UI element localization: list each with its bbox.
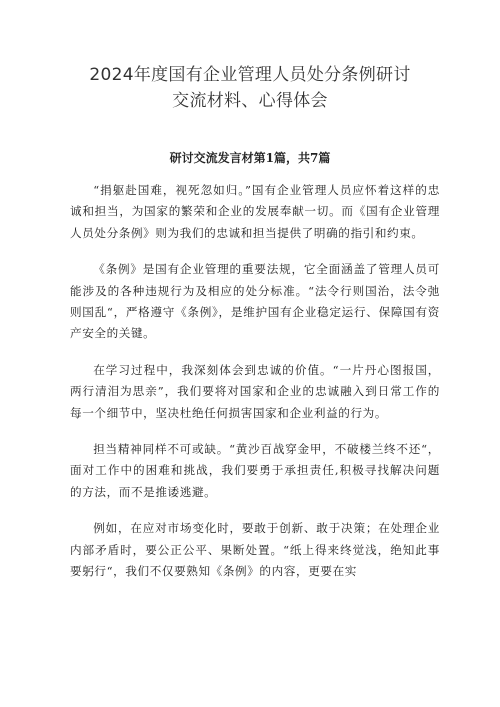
document-body: [70, 180, 440, 598]
section-subtitle: 研讨交流发言材第1篇，共7篇: [169, 151, 331, 165]
paragraph: 《条例》是国有企业管理的重要法规，它全面涵盖了管理人员可能涉及的各种违规行为及相应的处分标准。“法令行则国治，法令弛则国乱“，严格遵守《条例》，是维护国有企业稳定运行、保障国有资产安全的关键。: [70, 262, 440, 341]
document-title: [40, 62, 460, 114]
paragraph: 担当精神同样不可或缺。“黄沙百战穿金甲，不破楼兰终不还“，面对工作中的困难和挑战，我们要勇于承担责任,积极寻找解决问题的方法，而不是推诿逃避。: [70, 442, 440, 499]
paragraph: 例如，在应对市场变化时，要敢于创新、敢于决策；在处理企业内部矛盾时，要公正公平、果断处置。“纸上得来终觉浅，绝知此事要躬行“，我们不仅要熟知《条例》的内容，更要在实: [70, 521, 440, 579]
paragraph: “捐躯赴国难，视死忽如归。”国有企业管理人员应怀着这样的忠诚和担当，为国家的繁荣和企业的发展奉献一切。而《国有企业管理人员处分条例》则为我们的忠诚和担当提供了明确的指引和约束。: [70, 183, 440, 240]
title-line-2: 交流材料、心得体会: [172, 91, 328, 111]
title-line-1: 2024年度国有企业管理人员处分条例研讨: [89, 65, 411, 85]
paragraph: 在学习过程中，我深刻体会到忠诚的价值。“一片丹心图报国，两行清泪为思亲”，我们要将对国家和企业的忠诚融入到日常工作的每一个细节中，坚决杜绝任何损害国家和企业利益的行为。: [70, 362, 440, 420]
